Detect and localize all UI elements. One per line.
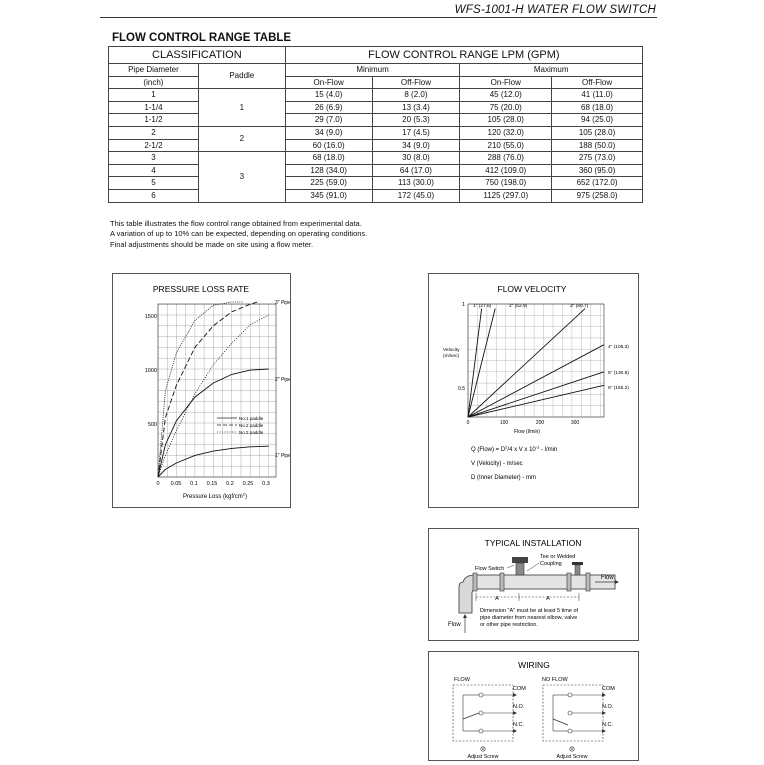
- arrow-up-icon: [463, 614, 467, 618]
- x-tick: 0.1: [190, 481, 198, 487]
- tee-leader: [527, 563, 539, 571]
- com-label: COM: [513, 686, 526, 692]
- curve-label-3in: 3" Pipe: [275, 300, 290, 306]
- document-title: WFS-1001-H WATER FLOW SWITCH: [454, 4, 656, 16]
- cell-max-on: 210 (55.0): [460, 139, 552, 152]
- cell-min-on: 15 (4.0): [285, 89, 372, 102]
- cell-min-off: 172 (45.0): [372, 189, 460, 202]
- x-tick: 0.25: [242, 481, 254, 487]
- cell-max-off: 105 (28.0): [552, 126, 643, 139]
- cell-max-off: 652 (172.0): [552, 177, 643, 190]
- pressure-x-axis-label: Pressure Loss $(kgf/cm^2)$: [183, 491, 247, 500]
- terminal-nc: [479, 729, 483, 733]
- legend-label: No.3 paddle: [239, 430, 264, 435]
- cell-max-on: 105 (28.0): [460, 114, 552, 127]
- table-row: [109, 101, 643, 114]
- curve-label-1in: 1" Pipe: [275, 453, 290, 459]
- arrow-right-icon: [615, 580, 619, 584]
- cell-max-on: 75 (20.0): [460, 101, 552, 114]
- installation-panel: [428, 528, 639, 641]
- legend-label: No.1 paddle: [239, 416, 264, 421]
- arrow-right-icon: [602, 729, 606, 733]
- cell-max-on: 750 (198.0): [460, 177, 552, 190]
- x-tick: 0.3: [262, 481, 270, 487]
- switch-leader: [507, 565, 514, 568]
- arrow-right-icon: [513, 729, 517, 733]
- flow-formula: Q (Flow) = $D^2/4$ x V x $10^{-3} - l/\min$: [471, 444, 558, 453]
- header-flow-range: FLOW CONTROL RANGE LPM (GPM): [285, 47, 642, 64]
- y-tick-500: 500: [147, 422, 157, 428]
- cell-max-on: 45 (12.0): [460, 89, 552, 102]
- velocity-x-tick: 100: [499, 420, 509, 426]
- cell-max-off: 41 (11.0): [552, 89, 643, 102]
- cell-max-on: 288 (76.0): [460, 152, 552, 165]
- valve-handle: [572, 562, 583, 565]
- flow-switch-icon: [512, 557, 528, 563]
- y-tick-1500: 1500: [144, 314, 157, 320]
- velocity-x-tick: 300: [570, 420, 580, 426]
- com-label: COM: [602, 686, 615, 692]
- header-max-off-flow: Off-Flow: [552, 76, 643, 89]
- table-title: FLOW CONTROL RANGE TABLE: [112, 32, 292, 44]
- x-tick: 0.05: [170, 481, 182, 487]
- x-tick: 0.15: [206, 481, 218, 487]
- cell-diameter: 1-1/2: [109, 114, 199, 127]
- flange: [473, 573, 477, 591]
- y-tick-1000: 1000: [144, 368, 157, 374]
- cell-diameter: 2: [109, 126, 199, 139]
- wiring-diagram: [429, 652, 638, 760]
- note-line: Final adjustments should be made on site using a flow meter.: [110, 239, 314, 249]
- velocity-x-tick: 0: [466, 420, 470, 426]
- cell-min-off: 8 (2.0): [372, 89, 460, 102]
- table-row: [109, 114, 643, 127]
- flange: [586, 573, 590, 591]
- dimension-a-label: A: [546, 596, 550, 602]
- table-row: [109, 189, 643, 202]
- cell-min-on: 34 (9.0): [285, 126, 372, 139]
- cell-min-off: 20 (5.3): [372, 114, 460, 127]
- header-maximum: Maximum: [460, 64, 643, 77]
- note-line: This table illustrates the flow control range obtained from experimental data.: [110, 219, 362, 228]
- table-row: [109, 139, 643, 152]
- cell-diameter: 1-1/4: [109, 101, 199, 114]
- pressure-loss-chart: [113, 274, 290, 507]
- velocity-y-label: Velocity: [443, 348, 460, 353]
- header-classification: CLASSIFICATION: [109, 47, 286, 64]
- velocity-y-unit: (m/sec): [443, 354, 459, 359]
- cell-min-on: 345 (91.0): [285, 189, 372, 202]
- velocity-grid: [468, 304, 604, 417]
- cell-paddle: 3: [198, 152, 285, 202]
- flange: [567, 573, 571, 591]
- cell-paddle: 2: [198, 126, 285, 151]
- velocity-line: [468, 309, 495, 417]
- velocity-chart-title: FLOW VELOCITY: [497, 284, 567, 294]
- cell-min-on: 128 (34.0): [285, 164, 372, 177]
- pressure-chart-title: PRESSURE LOSS RATE: [152, 284, 250, 294]
- terminal-no: [479, 711, 483, 715]
- cell-diameter: 6: [109, 189, 199, 202]
- main-pipe: [475, 575, 615, 589]
- switch-contact: [553, 719, 568, 725]
- cell-paddle: 1: [198, 89, 285, 127]
- cell-min-off: 13 (3.4): [372, 101, 460, 114]
- cell-diameter: 2-1/2: [109, 139, 199, 152]
- terminal-com: [568, 693, 572, 697]
- no-label: N.O.: [513, 704, 525, 710]
- flow-label: FLOW: [454, 677, 470, 683]
- velocity-y-tick: 1: [462, 302, 465, 308]
- switch-stem: [516, 563, 524, 575]
- flow-velocity-chart: [429, 274, 638, 507]
- nc-label: N.C.: [602, 722, 613, 728]
- velocity-lines: [468, 309, 604, 417]
- installation-diagram: [429, 529, 638, 640]
- installation-note: or other pipe restriction.: [480, 622, 538, 628]
- installation-note: Dimension "A" must be at least 5 time of: [480, 608, 579, 614]
- velocity-x-label: Flow (l/min): [514, 429, 540, 435]
- pressure-loss-panel: [112, 273, 291, 508]
- table-row: [109, 177, 643, 190]
- cell-max-off: 275 (73.0): [552, 152, 643, 165]
- installation-title: TYPICAL INSTALLATION: [484, 538, 582, 548]
- cell-diameter: 5: [109, 177, 199, 190]
- cell-max-on: 120 (32.0): [460, 126, 552, 139]
- cell-max-off: 94 (25.0): [552, 114, 643, 127]
- pressure-curve: [158, 302, 243, 477]
- cell-min-off: 30 (8.0): [372, 152, 460, 165]
- adjust-screw-label: Adjust Screw: [467, 754, 499, 760]
- header-inch: (inch): [109, 76, 199, 89]
- valve-icon: [575, 565, 580, 575]
- arrow-right-icon: [513, 693, 517, 697]
- velocity-x-tick: 200: [535, 420, 545, 426]
- cell-diameter: 1: [109, 89, 199, 102]
- header-rule: [100, 17, 657, 18]
- line-label-3in: 3" (80.7): [570, 304, 589, 309]
- cell-min-off: 64 (17.0): [372, 164, 460, 177]
- table-row: [109, 126, 643, 139]
- velocity-definition: V (Velocity) - m/sec: [471, 461, 523, 467]
- cell-min-on: 29 (7.0): [285, 114, 372, 127]
- cell-diameter: 4: [109, 164, 199, 177]
- velocity-line: [468, 345, 604, 417]
- diameter-definition: D (Inner Diameter) - mm: [471, 475, 537, 481]
- terminal-com: [479, 693, 483, 697]
- line-label-1in: 1" (27.6): [473, 304, 492, 309]
- terminal-nc: [568, 729, 572, 733]
- switch-contact: [463, 713, 479, 719]
- table-row: [109, 164, 643, 177]
- wiring-title: WIRING: [518, 660, 550, 670]
- header-pipe-diameter: Pipe Diameter: [109, 64, 199, 77]
- line-label-5in: 5" (130.8): [608, 371, 629, 376]
- nc-label: N.C.: [513, 722, 524, 728]
- arrow-right-icon: [602, 711, 606, 715]
- adjust-screw-label: Adjust Screw: [556, 754, 588, 760]
- line-label-4in: 4" (105.3): [608, 345, 629, 350]
- header-paddle: Paddle: [198, 64, 285, 89]
- header-min-on-flow: On-Flow: [285, 76, 372, 89]
- cell-max-on: 412 (109.0): [460, 164, 552, 177]
- flow-velocity-panel: [428, 273, 639, 508]
- header-minimum: Minimum: [285, 64, 460, 77]
- cell-min-on: 26 (6.9): [285, 101, 372, 114]
- legend-label: No.2 paddle: [239, 423, 264, 428]
- cell-min-off: 113 (30.0): [372, 177, 460, 190]
- flow-out-label: Flow: [601, 575, 614, 581]
- cell-max-off: 975 (258.0): [552, 189, 643, 202]
- dimension-a-label: A: [495, 596, 499, 602]
- arrow-right-icon: [602, 693, 606, 697]
- velocity-line: [468, 385, 604, 417]
- x-tick: 0: [156, 481, 160, 487]
- tee-label: Tee or Welded: [540, 554, 576, 560]
- wiring-panel: [428, 651, 639, 761]
- terminal-no: [568, 711, 572, 715]
- curve-label-2in: 2" Pipe: [275, 377, 290, 383]
- header-max-on-flow: On-Flow: [460, 76, 552, 89]
- x-tick: 0.2: [226, 481, 234, 487]
- arrow-right-icon: [513, 711, 517, 715]
- cell-min-off: 34 (9.0): [372, 139, 460, 152]
- flow-in-label: Flow: [448, 622, 461, 628]
- elbow-pipe: [459, 575, 475, 613]
- velocity-y-tick: 0.5: [458, 386, 465, 392]
- flow-control-table: [108, 46, 643, 203]
- cell-max-on: 1125 (297.0): [460, 189, 552, 202]
- no-flow-label: NO FLOW: [542, 677, 568, 683]
- velocity-line: [468, 309, 585, 417]
- header-min-off-flow: Off-Flow: [372, 76, 460, 89]
- installation-note: pipe diameter from nearest elbow, valve: [480, 615, 578, 621]
- coupling-label: Coupling: [540, 561, 562, 567]
- cell-max-off: 360 (95.0): [552, 164, 643, 177]
- line-label-6in: 6" (155.2): [608, 386, 629, 391]
- velocity-line: [468, 309, 482, 417]
- table-notes: [110, 219, 367, 250]
- cell-max-off: 68 (18.0): [552, 101, 643, 114]
- cell-min-on: 68 (18.0): [285, 152, 372, 165]
- cell-diameter: 3: [109, 152, 199, 165]
- table-row: [109, 89, 643, 102]
- line-label-2in: 2" (52.9): [509, 304, 528, 309]
- cell-min-on: 225 (59.0): [285, 177, 372, 190]
- flange: [500, 573, 504, 591]
- note-line: A variation of up to 10% can be expected, depending on operating conditions.: [110, 229, 368, 239]
- no-label: N.O.: [602, 704, 614, 710]
- pressure-curve: [158, 302, 258, 477]
- cell-min-on: 60 (16.0): [285, 139, 372, 152]
- cell-min-off: 17 (4.5): [372, 126, 460, 139]
- cell-max-off: 188 (50.0): [552, 139, 643, 152]
- pressure-grid: [158, 304, 276, 477]
- table-row: [109, 152, 643, 165]
- flow-switch-label: Flow Switch: [475, 566, 505, 572]
